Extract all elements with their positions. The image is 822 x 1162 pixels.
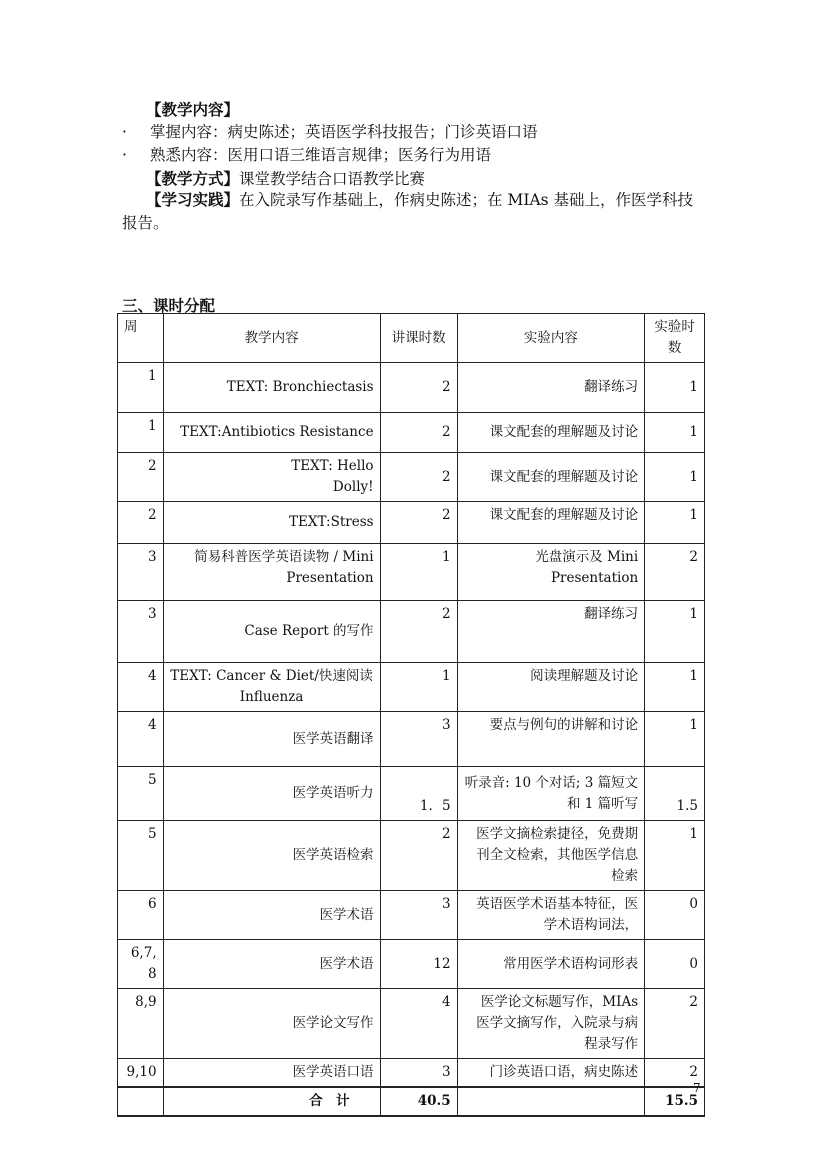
exp-hours-cell: 1 (645, 363, 705, 413)
experiment-cell: 翻译练习 (457, 363, 645, 413)
table-row (118, 502, 705, 544)
table-row (118, 712, 705, 767)
content-cell: Case Report 的写作 (163, 601, 380, 663)
week-cell: 1 (118, 363, 164, 413)
table-total-row (118, 1087, 705, 1116)
section-title: 三、课时分配 (122, 296, 216, 315)
week-cell: 6,7,8 (118, 940, 164, 989)
teaching-method-label: 【教学方式】 (146, 169, 240, 188)
teaching-content-heading: 【教学内容】 (146, 100, 240, 119)
header-exp-hours: 实验时数 (645, 314, 705, 363)
week-cell: 6 (118, 891, 164, 940)
content-cell: 医学英语口语 (163, 1059, 380, 1088)
week-cell: 5 (118, 821, 164, 891)
hours-cell: 1．5 (380, 767, 457, 821)
hours-cell: 2 (380, 413, 457, 453)
experiment-cell: 门诊英语口语，病史陈述 (457, 1059, 645, 1088)
total-exp-hours: 15.5 (645, 1087, 705, 1116)
table-row (118, 601, 705, 663)
content-cell: 医学论文写作 (163, 989, 380, 1059)
week-cell: 5 (118, 767, 164, 821)
table-row (118, 363, 705, 413)
experiment-cell: 医学论文标题写作，MIAs 医学文摘写作，入院录与病程录写作 (457, 989, 645, 1059)
hours-cell: 2 (380, 453, 457, 502)
week-cell: 2 (118, 502, 164, 544)
exp-hours-cell: 2 (645, 1059, 705, 1088)
content-cell: TEXT:Antibiotics Resistance (163, 413, 380, 453)
table-row (118, 663, 705, 712)
header-hours: 讲课时数 (380, 314, 457, 363)
hours-cell: 1 (380, 544, 457, 601)
familiar-content-item (122, 144, 491, 167)
hours-cell: 3 (380, 712, 457, 767)
week-cell: 2 (118, 453, 164, 502)
exp-hours-cell: 1 (645, 821, 705, 891)
teaching-method-text: 课堂教学结合口语教学比赛 (239, 170, 426, 188)
header-experiment: 实验内容 (457, 314, 645, 363)
content-cell: 医学英语检索 (163, 821, 380, 891)
hours-cell: 1 (380, 663, 457, 712)
experiment-cell: 课文配套的理解题及讨论 (457, 413, 645, 453)
exp-hours-cell: 0 (645, 891, 705, 940)
experiment-cell: 课文配套的理解题及讨论 (457, 453, 645, 502)
experiment-cell: 听录音: 10 个对话; 3 篇短文和 1 篇听写 (457, 767, 645, 821)
table-row (118, 989, 705, 1059)
hours-cell: 3 (380, 1059, 457, 1088)
content-cell: TEXT:Stress (163, 502, 380, 544)
table-row (118, 821, 705, 891)
table-row (118, 413, 705, 453)
experiment-cell: 阅读理解题及讨论 (457, 663, 645, 712)
total-week-cell (118, 1087, 164, 1116)
hours-cell: 2 (380, 601, 457, 663)
hours-cell: 2 (380, 821, 457, 891)
master-content-text: 掌握内容：病史陈述；英语医学科技报告；门诊英语口语 (150, 123, 538, 141)
content-cell: 医学英语听力 (163, 767, 380, 821)
table-row (118, 767, 705, 821)
hours-cell: 4 (380, 989, 457, 1059)
exp-hours-cell: 1 (645, 663, 705, 712)
table-header-row (118, 314, 705, 363)
hours-cell: 12 (380, 940, 457, 989)
learning-practice-text: 在入院录写作基础上，作病史陈述；在 MIAs 基础上，作医学科技报告。 (122, 191, 694, 232)
week-cell: 9,10 (118, 1059, 164, 1088)
table-row (118, 453, 705, 502)
header-content: 教学内容 (163, 314, 380, 363)
week-cell: 4 (118, 663, 164, 712)
hours-allocation-table (117, 313, 705, 1117)
hours-cell: 2 (380, 502, 457, 544)
exp-hours-cell: 1 (645, 712, 705, 767)
exp-hours-cell: 1 (645, 453, 705, 502)
content-cell: 简易科普医学英语读物 / Mini Presentation (163, 544, 380, 601)
learning-practice (122, 188, 707, 235)
table-row (118, 940, 705, 989)
content-cell: 医学英语翻译 (163, 712, 380, 767)
content-cell: TEXT: Bronchiectasis (163, 363, 380, 413)
experiment-cell: 英语医学术语基本特征，医学术语构词法， (457, 891, 645, 940)
bullet-icon: · (122, 146, 127, 164)
content-cell: 医学术语 (163, 940, 380, 989)
experiment-cell: 光盘演示及 Mini Presentation (457, 544, 645, 601)
header-week: 周 (118, 314, 164, 363)
exp-hours-cell: 1 (645, 413, 705, 453)
bullet-icon: · (122, 123, 127, 141)
exp-hours-cell: 1 (645, 502, 705, 544)
content-cell: TEXT: Hello Dolly! (163, 453, 380, 502)
content-cell: 医学术语 (163, 891, 380, 940)
table-row (118, 544, 705, 601)
experiment-cell: 课文配套的理解题及讨论 (457, 502, 645, 544)
table-row (118, 1059, 705, 1088)
total-hours: 40.5 (380, 1087, 457, 1116)
week-cell: 3 (118, 601, 164, 663)
exp-hours-cell: 1 (645, 601, 705, 663)
experiment-cell: 翻译练习 (457, 601, 645, 663)
hours-cell: 2 (380, 363, 457, 413)
week-cell: 3 (118, 544, 164, 601)
master-content-item (122, 121, 538, 144)
week-cell: 1 (118, 413, 164, 453)
experiment-cell: 要点与例句的讲解和讨论 (457, 712, 645, 767)
week-cell: 4 (118, 712, 164, 767)
hours-cell: 3 (380, 891, 457, 940)
week-cell: 8,9 (118, 989, 164, 1059)
content-cell: TEXT: Cancer & Diet/快速阅读 Influenza (163, 663, 380, 712)
exp-hours-cell: 1.5 (645, 767, 705, 821)
exp-hours-cell: 2 (645, 544, 705, 601)
experiment-cell: 医学文摘检索捷径，免费期刊全文检索，其他医学信息检索 (457, 821, 645, 891)
familiar-content-text: 熟悉内容：医用口语三维语言规律；医务行为用语 (150, 146, 492, 164)
total-experiment-cell (457, 1087, 645, 1116)
total-label: 合 计 (163, 1087, 380, 1116)
learning-practice-label: 【学习实践】 (146, 190, 240, 209)
table-row (118, 891, 705, 940)
page-number: 7 (693, 1081, 701, 1095)
exp-hours-cell: 2 (645, 989, 705, 1059)
experiment-cell: 常用医学术语构词形表 (457, 940, 645, 989)
exp-hours-cell: 0 (645, 940, 705, 989)
